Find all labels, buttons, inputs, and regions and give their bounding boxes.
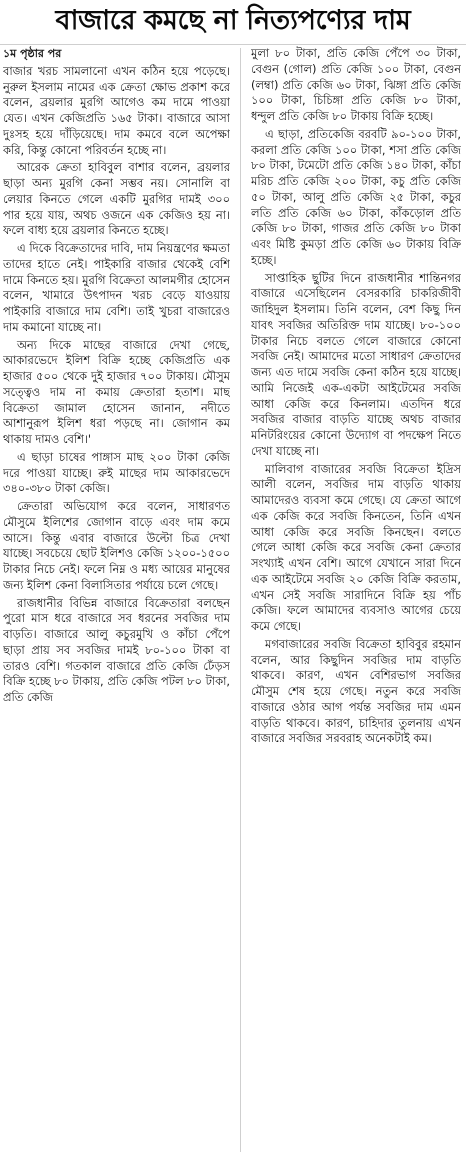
headline: বাজারে কমছে না নিত্যপণ্যের দাম <box>55 4 411 36</box>
paragraph: সাপ্তাহিক ছুটির দিনে রাজধানীর শান্তিনগর বাজারে এসেছিলেন বেসরকারি চাকরিজীবী জাহিদুল ইসলাম। তিনি বলেন, বেশ কিছু দিন যাবৎ সবজির অতিরিক্ত দাম যাচ্ছে। ৮০-১০০ টাকার নিচে বলতে গেলে বাজারে কোনো সবজি নেই। আমাদের মতো সাধারণ ক্রেতাদের জন্য এত দামে সবজি কেনা কঠিন হয়ে যাচ্ছে। আমি নিজেই এক-একটা আইটেমের সবজি আধা কেজি করে কিনলাম। এতদিন ধরে সবজির বাজার বাড়তি যাচ্ছে অথচ বাজার মনিটরিংয়ের কোনো উদ্যোগ বা পদক্ষেপ নিতে দেখা যাচ্ছে না। <box>251 270 461 458</box>
paragraph: বাজার খরচ সামলানো এখন কঠিন হয়ে পড়েছে। নুরুল ইসলাম নামের এক ক্রেতা ক্ষোভ প্রকাশ করে বলেন, ব্রয়লার মুরগি আগেও কম দামে পাওয়া যেত। এখন কেজিপ্রতি ১৬৫ টাকা। বাজারে আসা দুঃসহ হয়ে দাঁড়িয়েছে। দাম কমবে বলে অপেক্ষা করি, কিন্তু কোনো পরিবর্তন হচ্ছে না। <box>3 63 230 157</box>
paragraph: মুলা ৮০ টাকা, প্রতি কেজি পেঁপে ৩০ টাকা, বেগুন (গোল) প্রতি কেজি ১০০ টাকা, বেগুন (লম্বা) প্রতি কেজি ৬০ টাকা, ঝিঙ্গা প্রতি কেজি ১০০ টাকা, চিচিঙ্গা প্রতি কেজি ৮০ টাকা, ধন্দুল প্রতি কেজি ৮০ টাকায় বিক্রি হচ্ছে। <box>251 46 461 123</box>
paragraph: রাজধানীর বিভিন্ন বাজারে বিক্রেতারা বলছেন পুরো মাস ধরে বাজারে সব ধরনের সবজির দাম বাড়তি। বাজারে আলু কচুরমুখি ও কাঁচা পেঁপে ছাড়া প্রায় সব সবজির দামই ৮০-১০০ টাকা বা তারও বেশি। গতকাল বাজারে প্রতি কেজি ঢেঁড়স বিক্রি হচ্ছে ৮০ টাকায়, প্রতি কেজি পটল ৮০ টাকা, প্রতি কেজি <box>3 595 230 704</box>
continued-from-text: ১ম পৃষ্ঠার পর <box>3 47 62 60</box>
column-divider <box>240 48 241 1152</box>
headline-divider <box>0 44 466 45</box>
paragraph: অন্য দিকে মাছের বাজারে দেখা গেছে, আকারভেদে ইলিশ বিক্রি হচ্ছে কেজিপ্রতি এক হাজার ৫০০ থেকে দুই হাজার ৭০০ টাকায়। মৌসুম সত্ত্বেও দাম না কমায় ক্রেতারা হতাশ। মাছ বিক্রেতা জামাল হোসেন জানান, নদীতে আশানুরূপ ইলিশ ধরা পড়ছে না। জোগান কম থাকায় দামও বেশি।' <box>3 337 230 446</box>
paragraph: এ দিকে বিক্রেতাদের দাবি, দাম নিয়ন্ত্রণের ক্ষমতা তাদের হাতে নেই। পাইকারি বাজার থেকেই বেশি দামে কিনতে হয়। মুরগি বিক্রেতা আলমগীর হোসেন বলেন, খামারে উৎপাদন খরচ বেড়ে যাওয়ায় পাইকারি বাজারে দাম বেশি। তাই খুচরা বাজারেও দাম কমানো যাচ্ছে না। <box>3 241 230 334</box>
article-column-left <box>3 46 230 1154</box>
paragraph: মগবাজারের সবজি বিক্রেতা হাবিবুর রহমান বলেন, আর কিছুদিন সবজির দাম বাড়তি থাকবে। কারণ, এখন বেশিরভাগ সবজির মৌসুম শেষ হয়ে গেছে। নতুন করে সবজি বাজারে ওঠার আগ পর্যন্ত সবজির দাম এমন বাড়তি থাকবে। কারণ, চাহিদার তুলনায় এখন বাজারে সবজির সরবরাহ অনেকটাই কম। <box>251 636 461 746</box>
paragraph: এ ছাড়া, প্রতিকেজি বরবটি ৯০-১০০ টাকা, করলা প্রতি কেজি ১০০ টাকা, শসা প্রতি কেজি ৮০ টাকা, টমেটো প্রতি কেজি ১৪০ টাকা, কাঁচা মরিচ প্রতি কেজি ২০০ টাকা, কচু প্রতি কেজি ৫০ টাকা, আলু প্রতি কেজি ২৫ টাকা, কচুর লতি প্রতি কেজি ৬০ টাকা, কাঁকড়োল প্রতি কেজি ৮০ টাকা, গাজর প্রতি কেজি ৮০ টাকা এবং মিষ্টি কুমড়া প্রতি কেজি ৬০ টাকায় বিক্রি হচ্ছে। <box>251 126 461 267</box>
continued-from-label <box>3 46 230 62</box>
paragraph: মালিবাগ বাজারের সবজি বিক্রেতা ইদ্রিস আলী বলেন, সবজির দাম বাড়তি থাকায় আমাদেরও ব্যবসা কমে গেছে। যে ক্রেতা আগে এক কেজি করে সবজি কিনতেন, তিনি এখন আধা কেজি করে সবজি কিনছেন। বলতে গেলে আধা কেজি করে সবজি কেনা ক্রেতার সংখ্যাই এখন বেশি। আগে যেখানে সারা দিনে এক আইটেমে সবজি ২০ কেজি বিক্রি করতাম, এখন সেই সবজি সারাদিনে বিক্রি হয় পাঁচ কেজি। ফলে আমাদের ব্যবসাও আগের চেয়ে কমে গেছে। <box>251 461 461 633</box>
paragraph: ক্রেতারা অভিযোগ করে বলেন, সাধারণত মৌসুমে ইলিশের জোগান বাড়ে এবং দাম কমে আসে। কিন্তু এবার বাজারে উল্টো চিত্র দেখা যাচ্ছে। সবচেয়ে ছোট ইলিশও কেজি ১২০০-১৫০০ টাকার নিচে নেই। ফলে নিম্ন ও মধ্য আয়ের মানুষের জন্য ইলিশ কেনা বিলাসিতার পর্যায়ে চলে গেছে। <box>3 499 230 592</box>
paragraph: এ ছাড়া চাষের পাঙ্গাস মাছ ২০০ টাকা কেজি দরে পাওয়া যাচ্ছে। রুই মাছের দাম আকারভেদে ৩৪০-৩৮০ টাকা কেজি। <box>3 449 230 496</box>
article-column-right <box>251 46 461 1154</box>
paragraph: আরেক ক্রেতা হাবিবুল বাশার বলেন, ব্রয়লার ছাড়া অন্য মুরগি কেনা সম্ভব নয়। সোনালি বা লেয়ার কিনতে গেলে একটি মুরগির দামই ৩০০ পার হয়ে যায়, অথচ ওজনে এক কেজিও হয় না। ফলে বাধ্য হয়ে ব্রয়লার কিনতে হচ্ছে। <box>3 160 230 238</box>
